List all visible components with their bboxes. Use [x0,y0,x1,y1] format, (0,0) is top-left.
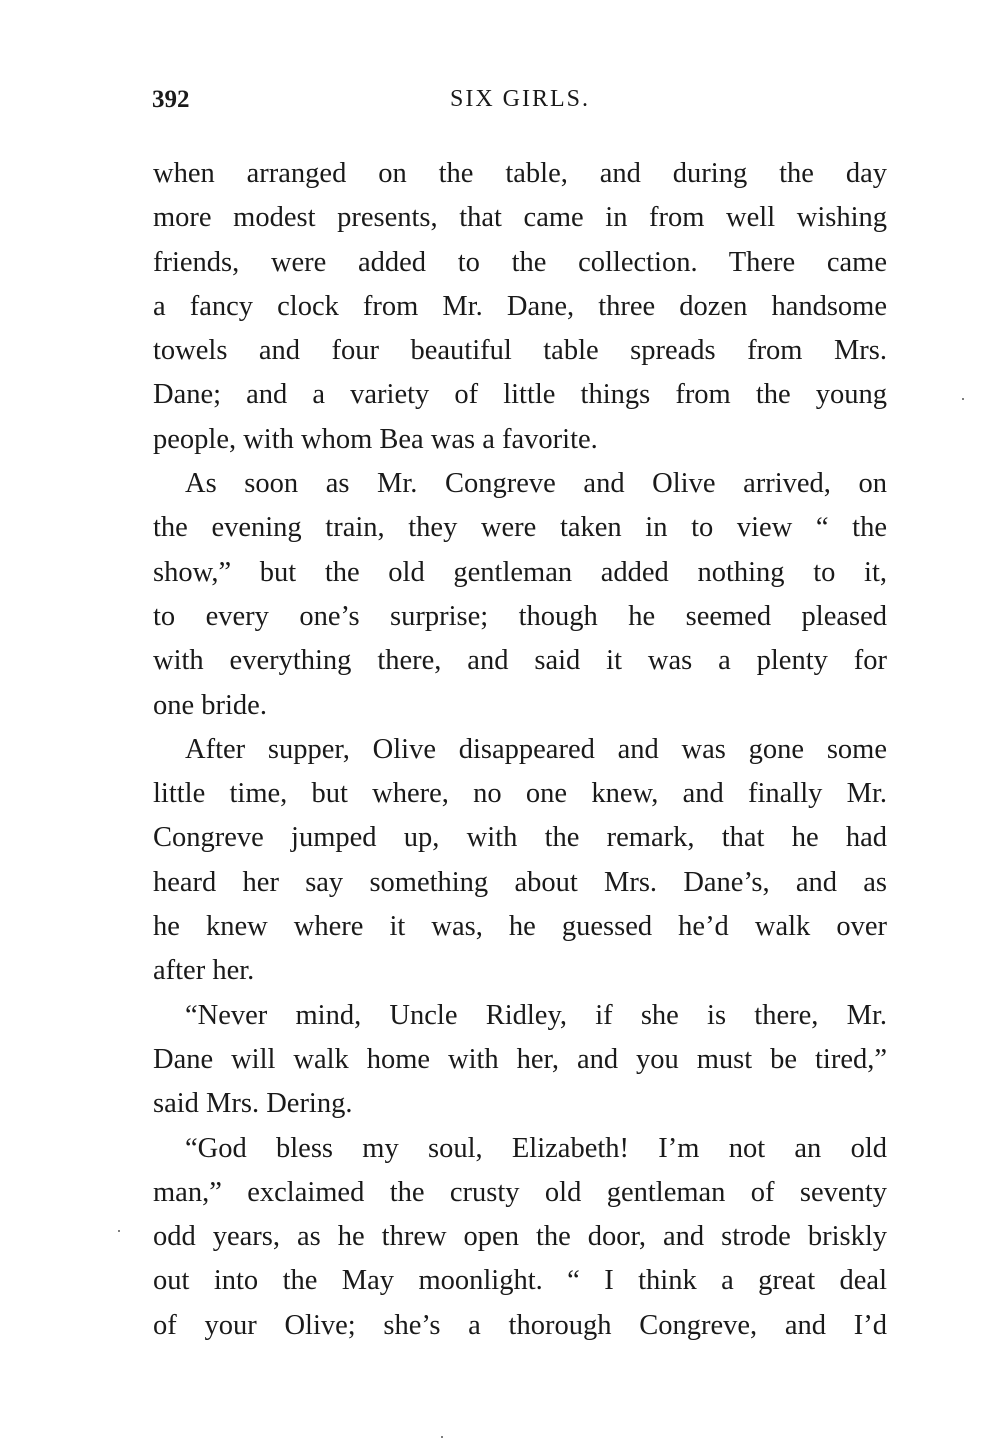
page-header [152,86,888,126]
text-line: people, with whom Bea was a favorite. [153,423,598,455]
paragraph-3 [153,728,887,994]
text-line: Congreve jumped up, with the remark, that he had [153,822,887,854]
text-line: a fancy clock from Mr. Dane, three dozen handsome [153,290,887,322]
text-line: more modest presents, that came in from well wishing [153,202,887,234]
scan-speck [118,1230,120,1232]
text-line: friends, were added to the collection. There came [153,246,887,278]
text-line: he knew where it was, he guessed he’d walk over [153,911,887,943]
text-line: said Mrs. Dering. [153,1088,353,1120]
text-line: of your Olive; she’s a thorough Congreve, and I’d [153,1309,887,1341]
text-line: little time, but where, no one knew, and finally Mr. [153,778,887,810]
text-line: out into the May moonlight. “ I think a great deal [153,1265,887,1297]
text-line: show,” but the old gentleman added nothing to it, [153,556,887,588]
scan-speck [962,398,964,400]
text-line: towels and four beautiful table spreads from Mrs. [153,335,887,367]
text-line: to every one’s surprise; though he seemed pleased [153,600,887,632]
text-line: one bride. [153,689,267,721]
text-line: After supper, Olive disappeared and was gone some [185,733,887,765]
text-line: “God bless my soul, Elizabeth! I’m not an old [185,1132,887,1164]
text-line: odd years, as he threw open the door, and strode briskly [153,1221,887,1253]
text-line: after her. [153,955,255,987]
text-line: man,” exclaimed the crusty old gentleman of seventy [153,1176,887,1208]
running-title: SIX GIRLS. [449,86,590,112]
paragraph-5 [153,1127,887,1348]
text-line: the evening train, they were taken in to view “ the [153,512,887,544]
scan-speck [441,1436,443,1438]
text-line: “Never mind, Uncle Ridley, if she is there, Mr. [185,999,887,1031]
text-line: when arranged on the table, and during the day [153,158,887,189]
page-number: 392 [152,86,190,113]
paragraph-4 [153,994,887,1127]
text-line: As soon as Mr. Congreve and Olive arrived, on [185,468,887,500]
text-line: heard her say something about Mrs. Dane’s, and as [153,866,887,898]
paragraph-2 [153,462,887,728]
text-line: with everything there, and said it was a plenty for [153,645,887,677]
paragraph-1 [153,152,887,462]
text-line: Dane will walk home with her, and you must be tired,” [153,1043,887,1075]
body-text [153,152,887,1348]
text-line: Dane; and a variety of little things from the young [153,379,887,411]
